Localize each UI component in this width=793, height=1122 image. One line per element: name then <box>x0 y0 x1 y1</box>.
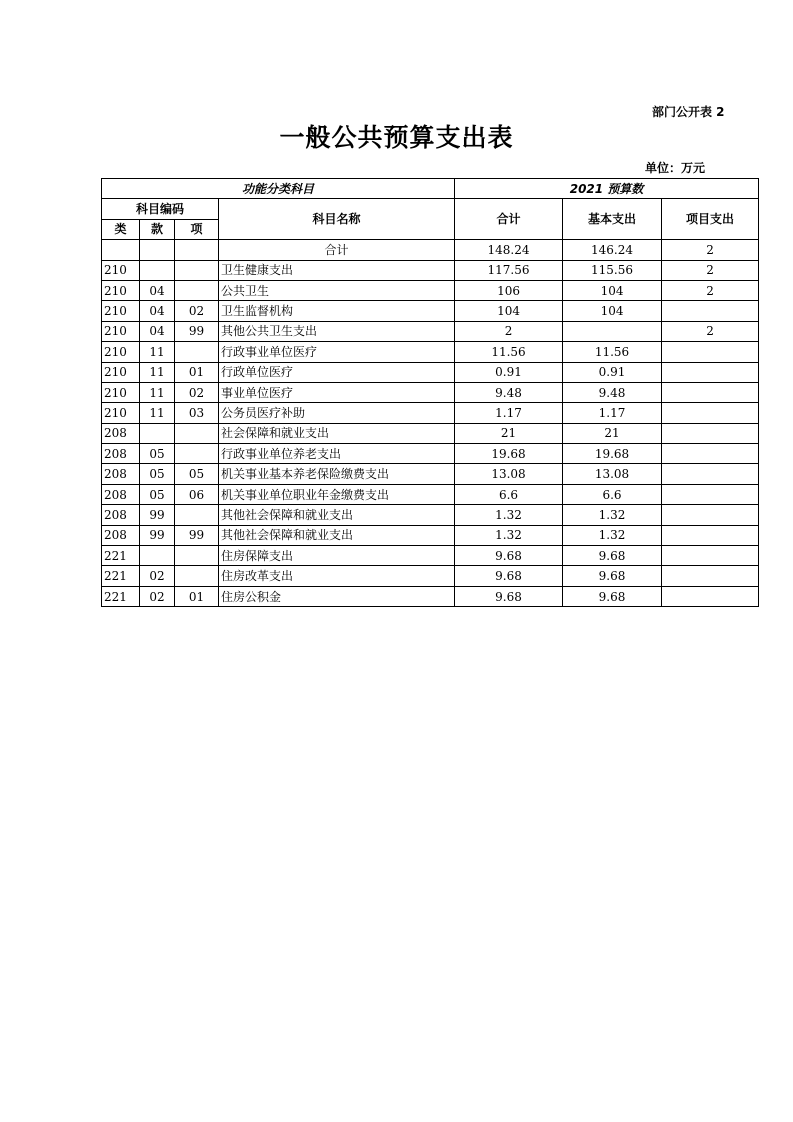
cell-xiang <box>175 423 219 443</box>
header-lei: 类 <box>102 219 140 239</box>
cell-xiang <box>175 566 219 586</box>
cell-total: 106 <box>455 280 563 300</box>
cell-total: 19.68 <box>455 444 563 464</box>
table-row <box>102 484 759 504</box>
cell-total: 104 <box>455 301 563 321</box>
header-kuan: 款 <box>140 219 175 239</box>
cell-project <box>662 423 759 443</box>
cell-lei: 208 <box>102 444 140 464</box>
cell-project <box>662 464 759 484</box>
cell-project <box>662 546 759 566</box>
cell-name: 卫生健康支出 <box>219 260 455 280</box>
cell-total: 21 <box>455 423 563 443</box>
cell-total: 9.68 <box>455 546 563 566</box>
header-code: 科目编码 <box>102 199 219 219</box>
cell-basic: 9.68 <box>563 586 662 606</box>
cell-basic: 0.91 <box>563 362 662 382</box>
cell-xiang: 01 <box>175 586 219 606</box>
cell-kuan: 05 <box>140 464 175 484</box>
cell-kuan: 11 <box>140 362 175 382</box>
cell-basic: 146.24 <box>563 240 662 260</box>
cell-kuan <box>140 240 175 260</box>
table-row <box>102 240 759 260</box>
cell-project <box>662 362 759 382</box>
cell-basic: 1.32 <box>563 505 662 525</box>
table-row <box>102 342 759 362</box>
cell-xiang <box>175 546 219 566</box>
cell-name: 公务员医疗补助 <box>219 403 455 423</box>
cell-lei: 208 <box>102 505 140 525</box>
cell-xiang <box>175 342 219 362</box>
document-number-label: 部门公开表 2 <box>652 105 725 119</box>
cell-lei: 210 <box>102 260 140 280</box>
cell-kuan <box>140 260 175 280</box>
cell-xiang <box>175 280 219 300</box>
cell-project <box>662 566 759 586</box>
cell-kuan: 11 <box>140 382 175 402</box>
cell-lei: 210 <box>102 342 140 362</box>
cell-lei: 221 <box>102 586 140 606</box>
table-row <box>102 403 759 423</box>
cell-project <box>662 342 759 362</box>
header-xiang: 项 <box>175 219 219 239</box>
cell-lei: 210 <box>102 362 140 382</box>
cell-total: 6.6 <box>455 484 563 504</box>
cell-kuan: 05 <box>140 444 175 464</box>
cell-project <box>662 484 759 504</box>
header-name: 科目名称 <box>219 199 455 240</box>
page-title: 一般公共预算支出表 <box>279 123 514 152</box>
cell-name: 其他公共卫生支出 <box>219 321 455 341</box>
table-row <box>102 362 759 382</box>
cell-total: 1.32 <box>455 505 563 525</box>
cell-name: 行政事业单位医疗 <box>219 342 455 362</box>
cell-basic: 19.68 <box>563 444 662 464</box>
cell-name: 住房保障支出 <box>219 546 455 566</box>
cell-xiang <box>175 505 219 525</box>
cell-lei: 210 <box>102 301 140 321</box>
cell-name: 行政单位医疗 <box>219 362 455 382</box>
cell-basic <box>563 321 662 341</box>
cell-project <box>662 586 759 606</box>
cell-basic: 104 <box>563 280 662 300</box>
cell-lei: 221 <box>102 546 140 566</box>
cell-total: 9.48 <box>455 382 563 402</box>
cell-name: 机关事业基本养老保险缴费支出 <box>219 464 455 484</box>
header-functional-class: 功能分类科目 <box>102 179 455 199</box>
cell-lei: 208 <box>102 423 140 443</box>
cell-basic: 21 <box>563 423 662 443</box>
table-row <box>102 525 759 545</box>
cell-name: 其他社会保障和就业支出 <box>219 505 455 525</box>
cell-name: 住房改革支出 <box>219 566 455 586</box>
cell-lei: 210 <box>102 321 140 341</box>
budget-table <box>101 178 759 607</box>
cell-basic: 1.32 <box>563 525 662 545</box>
cell-project: 2 <box>662 240 759 260</box>
cell-lei: 208 <box>102 484 140 504</box>
cell-name: 住房公积金 <box>219 586 455 606</box>
cell-name: 其他社会保障和就业支出 <box>219 525 455 545</box>
cell-project <box>662 444 759 464</box>
table-row <box>102 280 759 300</box>
cell-xiang <box>175 444 219 464</box>
table-row <box>102 382 759 402</box>
cell-kuan: 04 <box>140 301 175 321</box>
cell-lei <box>102 240 140 260</box>
table-row <box>102 566 759 586</box>
cell-kuan: 04 <box>140 321 175 341</box>
cell-lei: 210 <box>102 382 140 402</box>
cell-total: 1.32 <box>455 525 563 545</box>
cell-total: 117.56 <box>455 260 563 280</box>
cell-basic: 13.08 <box>563 464 662 484</box>
cell-kuan: 99 <box>140 525 175 545</box>
cell-lei: 210 <box>102 403 140 423</box>
cell-basic: 9.48 <box>563 382 662 402</box>
cell-project <box>662 505 759 525</box>
header-project: 项目支出 <box>662 199 759 240</box>
cell-kuan: 99 <box>140 505 175 525</box>
header-basic: 基本支出 <box>563 199 662 240</box>
cell-project: 2 <box>662 260 759 280</box>
table-row <box>102 464 759 484</box>
cell-xiang: 03 <box>175 403 219 423</box>
cell-basic: 9.68 <box>563 546 662 566</box>
table-row <box>102 586 759 606</box>
cell-xiang: 05 <box>175 464 219 484</box>
table-row <box>102 301 759 321</box>
cell-name: 合计 <box>219 240 455 260</box>
cell-xiang: 99 <box>175 321 219 341</box>
cell-name: 公共卫生 <box>219 280 455 300</box>
unit-label: 单位：万元 <box>645 161 706 175</box>
cell-xiang: 02 <box>175 301 219 321</box>
cell-kuan: 11 <box>140 342 175 362</box>
cell-total: 148.24 <box>455 240 563 260</box>
cell-total: 9.68 <box>455 566 563 586</box>
cell-project <box>662 525 759 545</box>
table-row <box>102 444 759 464</box>
cell-xiang: 01 <box>175 362 219 382</box>
cell-kuan: 02 <box>140 586 175 606</box>
cell-xiang: 06 <box>175 484 219 504</box>
cell-xiang <box>175 260 219 280</box>
cell-lei: 210 <box>102 280 140 300</box>
cell-lei: 208 <box>102 464 140 484</box>
cell-xiang: 02 <box>175 382 219 402</box>
header-total: 合计 <box>455 199 563 240</box>
cell-xiang: 99 <box>175 525 219 545</box>
cell-kuan: 04 <box>140 280 175 300</box>
cell-total: 13.08 <box>455 464 563 484</box>
cell-project <box>662 403 759 423</box>
cell-name: 社会保障和就业支出 <box>219 423 455 443</box>
cell-kuan: 02 <box>140 566 175 586</box>
header-budget-year: 2021 预算数 <box>455 179 759 199</box>
header-row-2 <box>102 199 759 219</box>
cell-basic: 115.56 <box>563 260 662 280</box>
cell-xiang <box>175 240 219 260</box>
cell-total: 2 <box>455 321 563 341</box>
cell-name: 卫生监督机构 <box>219 301 455 321</box>
cell-kuan: 11 <box>140 403 175 423</box>
table-row <box>102 505 759 525</box>
cell-project: 2 <box>662 280 759 300</box>
cell-lei: 221 <box>102 566 140 586</box>
table-row <box>102 546 759 566</box>
cell-kuan <box>140 546 175 566</box>
cell-basic: 11.56 <box>563 342 662 362</box>
cell-name: 机关事业单位职业年金缴费支出 <box>219 484 455 504</box>
cell-basic: 6.6 <box>563 484 662 504</box>
table-row <box>102 260 759 280</box>
cell-total: 9.68 <box>455 586 563 606</box>
cell-name: 行政事业单位养老支出 <box>219 444 455 464</box>
table-row <box>102 423 759 443</box>
header-row-1 <box>102 179 759 199</box>
cell-kuan: 05 <box>140 484 175 504</box>
cell-total: 1.17 <box>455 403 563 423</box>
cell-basic: 104 <box>563 301 662 321</box>
cell-total: 11.56 <box>455 342 563 362</box>
cell-basic: 9.68 <box>563 566 662 586</box>
cell-kuan <box>140 423 175 443</box>
cell-project <box>662 382 759 402</box>
cell-name: 事业单位医疗 <box>219 382 455 402</box>
cell-basic: 1.17 <box>563 403 662 423</box>
cell-total: 0.91 <box>455 362 563 382</box>
table-row <box>102 321 759 341</box>
cell-project: 2 <box>662 321 759 341</box>
cell-project <box>662 301 759 321</box>
cell-lei: 208 <box>102 525 140 545</box>
